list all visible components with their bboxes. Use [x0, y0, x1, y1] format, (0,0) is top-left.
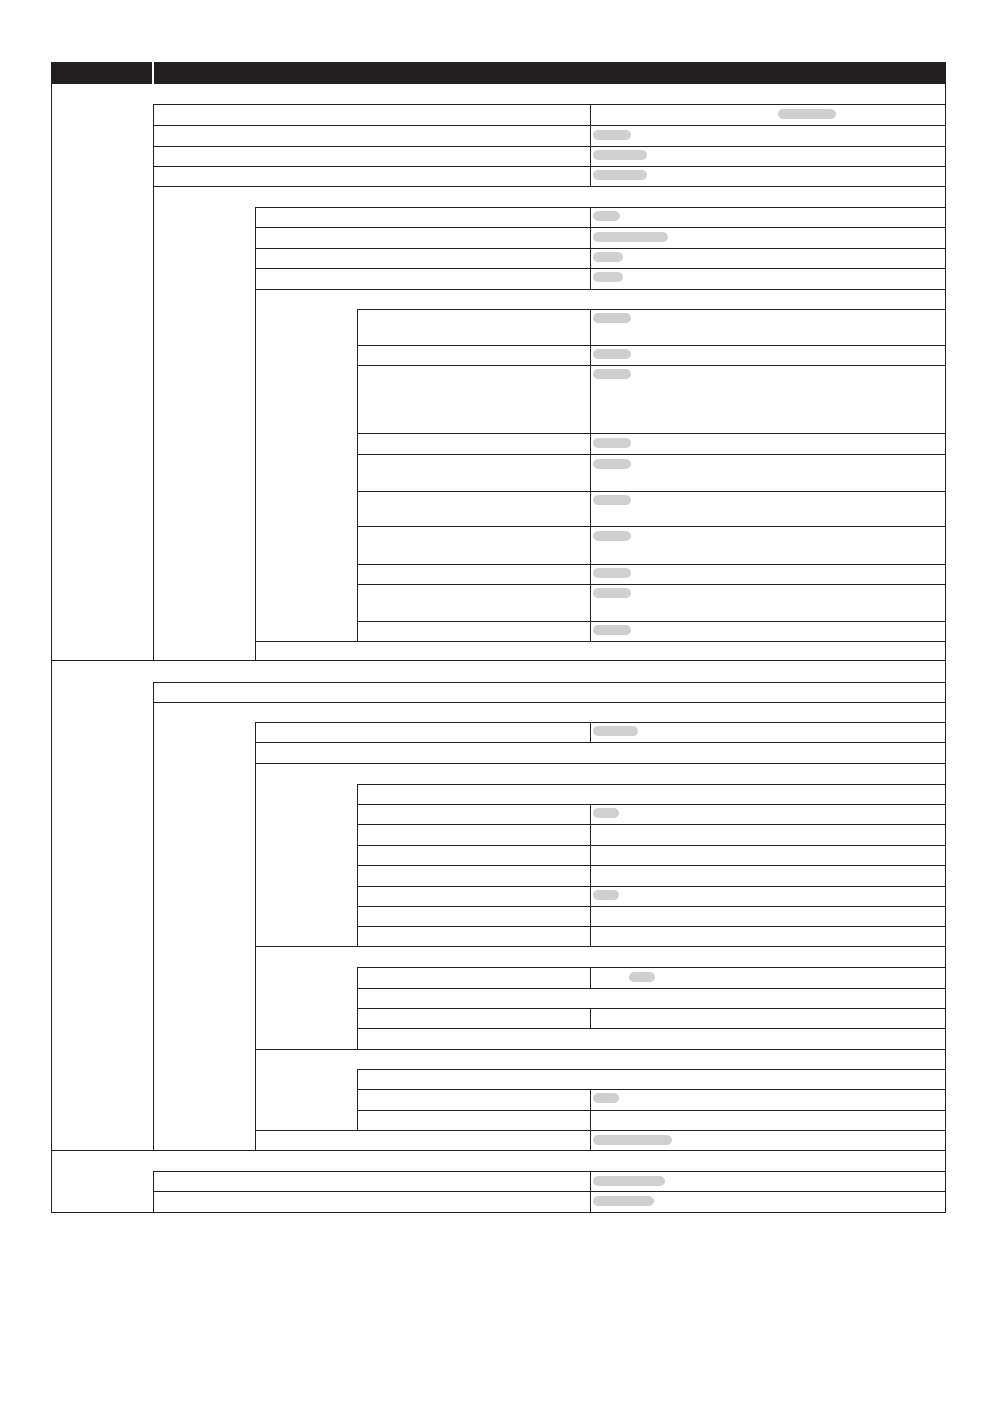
row-divider — [51, 1150, 946, 1151]
row-divider — [255, 248, 946, 249]
row-divider — [357, 491, 946, 492]
row-divider — [153, 166, 946, 167]
row-divider — [51, 660, 946, 661]
highlight-cell — [593, 252, 623, 262]
highlight-cell — [593, 130, 631, 140]
row-divider — [357, 526, 946, 527]
row-divider — [357, 804, 946, 805]
column-divider — [590, 804, 591, 946]
highlight-cell — [593, 495, 631, 505]
column-divider — [590, 1171, 591, 1213]
row-divider — [357, 824, 946, 825]
row-divider — [153, 186, 946, 187]
row-divider — [357, 345, 946, 346]
row-divider — [153, 1171, 946, 1172]
column-divider — [590, 722, 591, 742]
row-divider — [357, 621, 946, 622]
row-divider — [357, 1069, 946, 1070]
row-divider — [255, 289, 946, 290]
highlight-cell — [593, 170, 647, 180]
column-divider — [590, 967, 591, 988]
row-divider — [255, 227, 946, 228]
highlight-cell — [593, 890, 619, 900]
column-divider — [590, 1008, 591, 1028]
highlight-cell — [593, 438, 631, 448]
column-divider — [590, 1089, 591, 1130]
row-divider — [357, 886, 946, 887]
row-divider — [357, 967, 946, 968]
row-divider — [357, 1089, 946, 1090]
row-divider — [357, 865, 946, 866]
highlight-cell — [593, 459, 631, 469]
row-divider — [357, 1008, 946, 1009]
highlight-cell — [593, 568, 631, 578]
table-header-right — [154, 62, 946, 84]
row-divider — [357, 584, 946, 585]
highlight-cell — [593, 531, 631, 541]
column-divider — [945, 84, 946, 1213]
row-divider — [255, 946, 946, 947]
row-divider — [153, 146, 946, 147]
row-divider — [357, 1028, 946, 1029]
highlight-cell — [593, 1135, 672, 1145]
row-divider — [357, 564, 946, 565]
highlight-cell — [593, 150, 647, 160]
column-divider — [51, 84, 52, 1213]
column-divider — [357, 309, 358, 641]
row-divider — [153, 682, 946, 683]
row-divider — [255, 742, 946, 743]
column-divider — [153, 1171, 154, 1213]
highlight-cell — [629, 972, 655, 982]
highlight-cell — [593, 1093, 619, 1103]
highlight-cell — [593, 808, 619, 818]
table-header-left — [51, 62, 152, 84]
row-divider — [357, 433, 946, 434]
row-divider — [255, 641, 946, 642]
highlight-cell — [593, 272, 623, 282]
column-divider — [590, 104, 591, 186]
column-divider — [255, 722, 256, 1151]
row-divider — [255, 207, 946, 208]
row-divider — [357, 845, 946, 846]
row-divider — [153, 104, 946, 105]
highlight-cell — [593, 588, 631, 598]
row-divider — [51, 1212, 946, 1213]
row-divider — [357, 926, 946, 927]
highlight-cell — [593, 313, 631, 323]
highlight-cell — [778, 109, 836, 119]
row-divider — [255, 268, 946, 269]
row-divider — [255, 722, 946, 723]
highlight-cell — [593, 625, 631, 635]
highlight-cell — [593, 369, 631, 379]
row-divider — [357, 454, 946, 455]
row-divider — [357, 784, 946, 785]
row-divider — [255, 1130, 946, 1131]
column-divider — [590, 207, 591, 289]
highlight-cell — [593, 1176, 665, 1186]
row-divider — [357, 906, 946, 907]
column-divider — [590, 1130, 591, 1151]
row-divider — [255, 763, 946, 764]
row-divider — [255, 1049, 946, 1050]
highlight-cell — [593, 232, 668, 242]
column-divider — [590, 309, 591, 641]
column-divider — [153, 682, 154, 1151]
highlight-cell — [593, 726, 638, 736]
highlight-cell — [593, 1196, 654, 1206]
row-divider — [153, 1191, 946, 1192]
highlight-cell — [593, 211, 620, 221]
highlight-cell — [593, 349, 631, 359]
column-divider — [255, 207, 256, 661]
row-divider — [357, 365, 946, 366]
column-divider — [357, 1069, 358, 1130]
row-divider — [357, 1110, 946, 1111]
row-divider — [357, 988, 946, 989]
row-divider — [357, 309, 946, 310]
row-divider — [153, 125, 946, 126]
row-divider — [153, 702, 946, 703]
column-divider — [153, 104, 154, 661]
